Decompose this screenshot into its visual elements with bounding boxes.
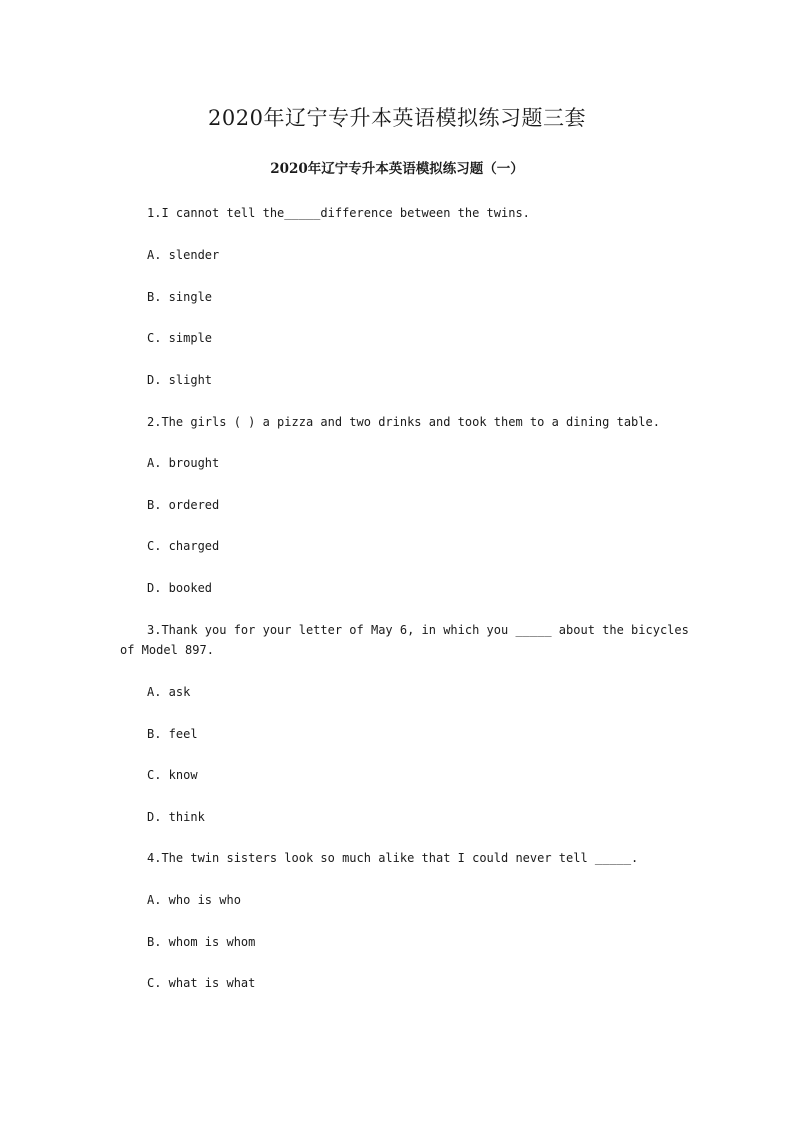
question-2-option-d: D. booked <box>147 581 213 595</box>
question-1-stem: 1.I cannot tell the_____difference between the twins. <box>147 206 530 220</box>
question-3-option-a: A. ask <box>147 685 191 699</box>
question-3-option-b: B. feel <box>147 727 198 741</box>
question-2-option-c: C. charged <box>147 539 220 553</box>
question-2-option-b: B. ordered <box>147 498 220 512</box>
question-1-option-b: B. single <box>147 290 213 304</box>
question-4-option-b: B. whom is whom <box>147 935 256 949</box>
question-3-option-d: D. think <box>147 810 205 824</box>
question-1-option-c: C. simple <box>147 331 213 345</box>
document-subtitle: 2020年辽宁专升本英语模拟练习题（一） <box>270 161 524 177</box>
question-1-option-a: A. slender <box>147 248 220 262</box>
question-1-option-d: D. slight <box>147 373 213 387</box>
question-3-stem-continuation: of Model 897. <box>120 643 214 657</box>
question-3-option-c: C. know <box>147 768 198 782</box>
question-4-option-c: C. what is what <box>147 976 256 990</box>
question-4-option-a: A. who is who <box>147 893 241 907</box>
question-2-option-a: A. brought <box>147 456 220 470</box>
document-title: 2020年辽宁专升本英语模拟练习题三套 <box>208 106 586 130</box>
question-4-stem: 4.The twin sisters look so much alike that I could never tell _____. <box>147 851 639 865</box>
question-3-stem: 3.Thank you for your letter of May 6, in which you _____ about the bicycles <box>147 623 689 637</box>
question-2-stem: 2.The girls ( ) a pizza and two drinks and took them to a dining table. <box>147 415 660 429</box>
